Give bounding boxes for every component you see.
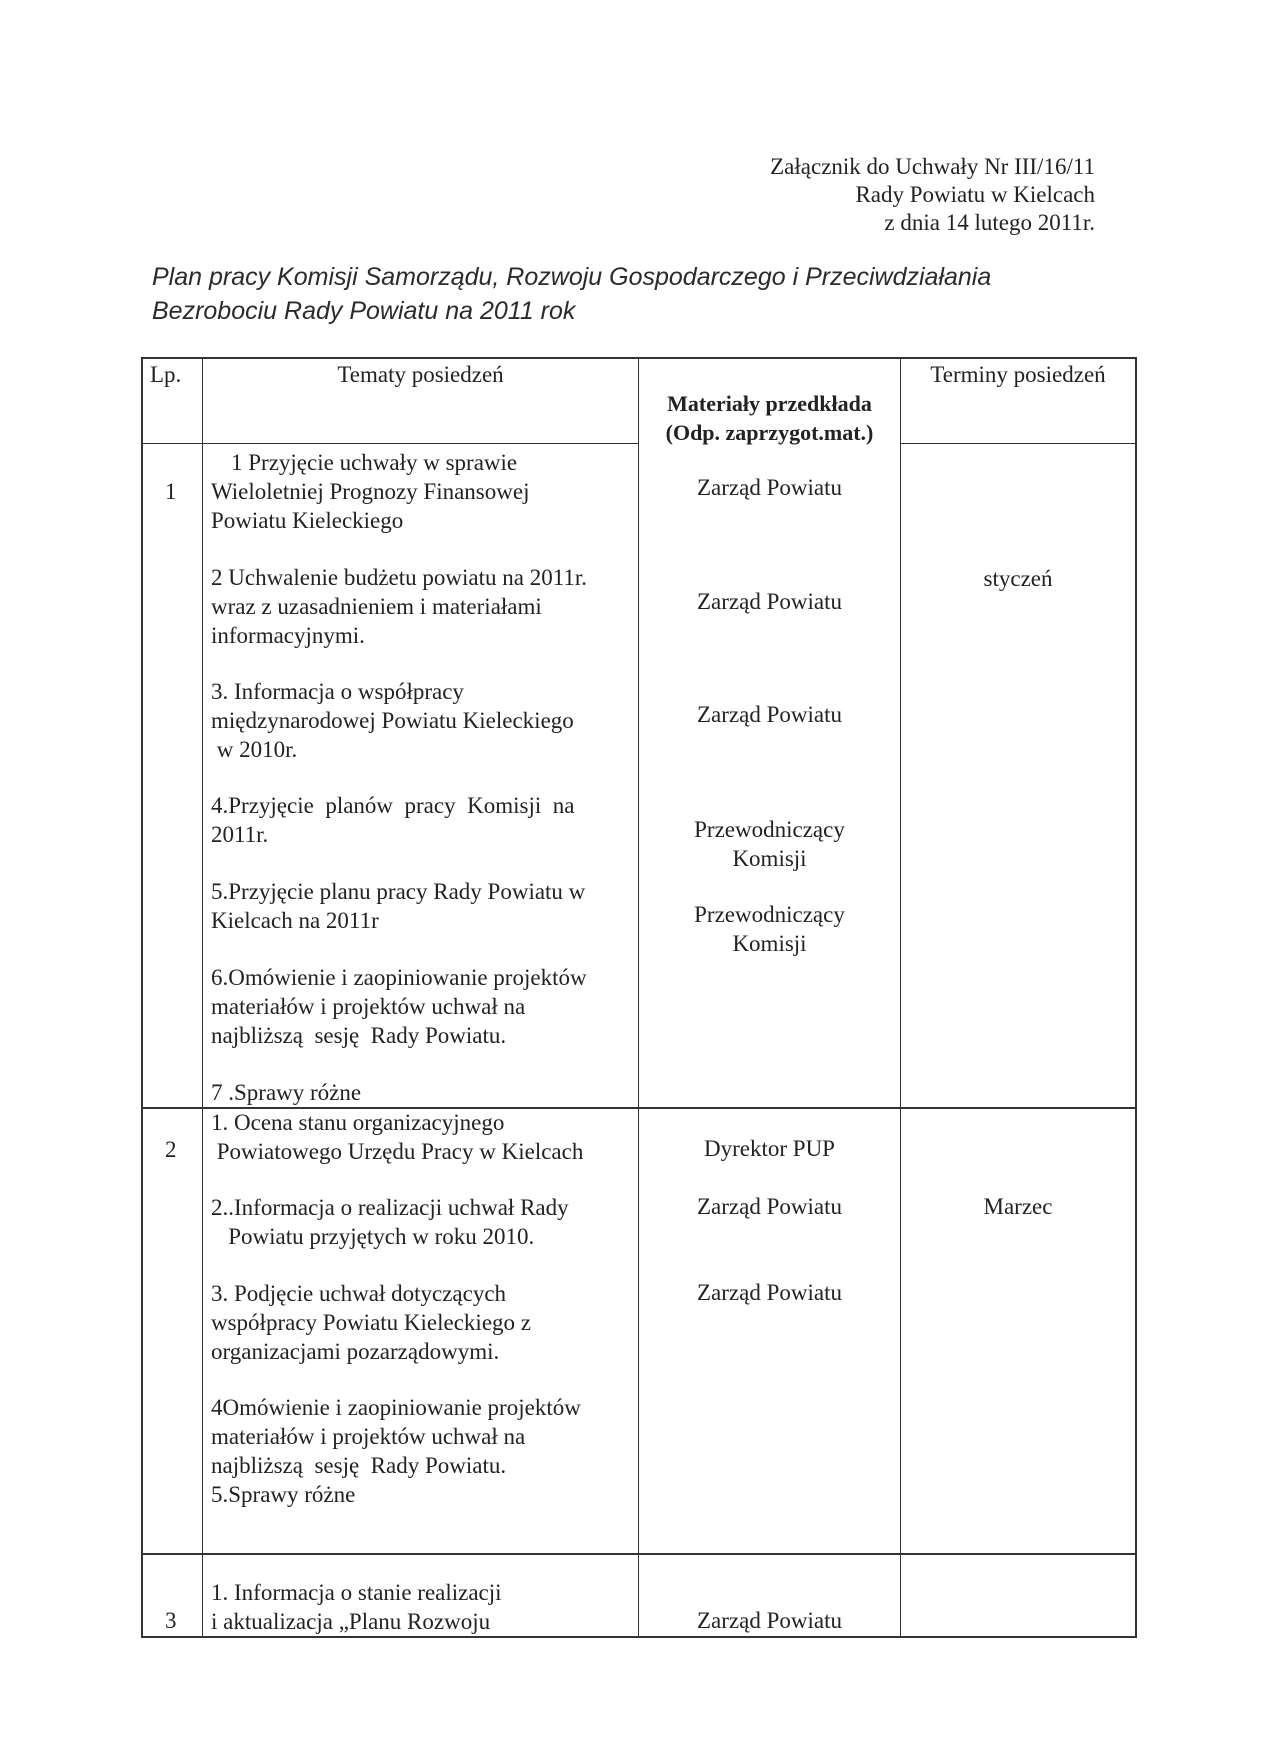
topic-line: i aktualizacja „Planu Rozwoju [211,1609,491,1634]
material-responsible [639,815,900,873]
material-responsible: Zarząd Powiatu [697,1608,842,1633]
material-responsible: Zarząd Powiatu [697,1280,842,1305]
topic-line: Powiatu Kieleckiego [211,508,404,533]
header-lp: Lp. [150,362,182,387]
topic-line: 5.Sprawy różne [211,1482,356,1507]
material-line: Komisji [732,931,807,956]
topic-item [211,563,587,650]
topic-line: Wieloletniej Prognozy Finansowej [211,479,530,504]
table-left-border [141,357,143,1638]
attachment-line-1: Załącznik do Uchwały Nr III/16/11 [770,154,1095,179]
header-divider-right [900,443,1137,444]
topic-line: 2..Informacja o realizacji uchwał Rady [211,1195,569,1220]
topic-item [211,1193,569,1251]
topic-line: współpracy Powiatu Kieleckiego z [211,1310,531,1335]
topic-item [211,791,574,849]
row-number: 2 [165,1137,177,1162]
header-topics: Tematy posiedzeń [337,362,504,387]
topic-item [211,677,574,764]
document-title-line-1: Plan pracy Komisji Samorządu, Rozwoju Gospodarczego i Przeciwdziałania [152,263,992,291]
material-responsible: Zarząd Powiatu [697,1194,842,1219]
header-terms: Terminy posiedzeń [930,362,1106,387]
material-line: Przewodniczący [694,817,845,842]
header-materials-line-1: Materiały przedkłada [667,391,872,416]
meeting-term: styczeń [983,566,1053,591]
topic-line: najbliższą sesję Rady Powiatu. [211,1453,507,1478]
material-responsible [639,900,900,958]
topic-line: organizacjami pozarządowymi. [211,1339,500,1364]
topic-line: materiałów i projektów uchwał na [211,1424,526,1449]
topic-item [211,1108,583,1166]
attachment-line-2: Rady Powiatu w Kielcach [855,182,1095,207]
topic-line: informacyjnymi. [211,623,365,648]
topic-line: w 2010r. [211,737,298,762]
topic-line: 1 Przyjęcie uchwały w sprawie [231,450,518,475]
topic-line: 4.Przyjęcie planów pracy Komisji na [211,793,575,818]
topic-line: międzynarodowej Powiatu Kieleckiego [211,708,574,733]
topic-item [211,448,529,535]
material-responsible: Zarząd Powiatu [697,702,842,727]
row-number: 1 [165,479,177,504]
topic-line: 3. Podjęcie uchwał dotyczących [211,1281,507,1306]
topic-line: 6.Omówienie i zaopiniowanie projektów [211,965,587,990]
topic-line: 3. Informacja o współpracy [211,679,464,704]
col-divider-materials [900,357,901,1638]
topic-item [211,877,585,935]
meeting-term: Marzec [983,1194,1053,1219]
material-responsible: Zarząd Powiatu [697,475,842,500]
topic-item: 7 .Sprawy różne [211,1080,362,1105]
table-right-border [1135,357,1137,1638]
topic-line: 5.Przyjęcie planu pracy Rady Powiatu w [211,879,586,904]
row-number: 3 [165,1608,177,1633]
material-responsible: Zarząd Powiatu [697,589,842,614]
document-title-line-2: Bezrobociu Rady Powiatu na 2011 rok [152,297,576,325]
header-divider-left [142,443,638,444]
topic-item [211,1578,502,1636]
topic-line: Powiatu przyjętych w roku 2010. [211,1224,535,1249]
material-line: Komisji [732,846,807,871]
topic-item [211,963,587,1050]
topic-line: wraz z uzasadnieniem i materiałami [211,594,542,619]
header-materials-line-2: (Odp. zaprzygot.mat.) [665,420,874,445]
topic-item [211,1393,581,1509]
row-2-bottom-border [142,1553,1137,1555]
topic-line: 2011r. [211,822,269,847]
topic-line: Powiatowego Urzędu Pracy w Kielcach [211,1139,584,1164]
col-divider-lp [202,357,203,1638]
col-divider-topics [638,357,639,1638]
topic-line: 1. Ocena stanu organizacyjnego [211,1110,505,1135]
attachment-line-3: z dnia 14 lutego 2011r. [884,210,1095,235]
topic-item [211,1279,531,1366]
topic-line: materiałów i projektów uchwał na [211,994,526,1019]
topic-line: 4Omówienie i zaopiniowanie projektów [211,1395,581,1420]
topic-line: Kielcach na 2011r [211,908,379,933]
topic-line: 2 Uchwalenie budżetu powiatu na 2011r. [211,565,587,590]
topic-line: 1. Informacja o stanie realizacji [211,1580,502,1605]
material-responsible: Dyrektor PUP [704,1136,835,1161]
table-top-border [142,357,1137,359]
material-line: Przewodniczący [694,902,845,927]
topic-line: najbliższą sesję Rady Powiatu. [211,1023,507,1048]
table-bottom-border [142,1636,1137,1638]
